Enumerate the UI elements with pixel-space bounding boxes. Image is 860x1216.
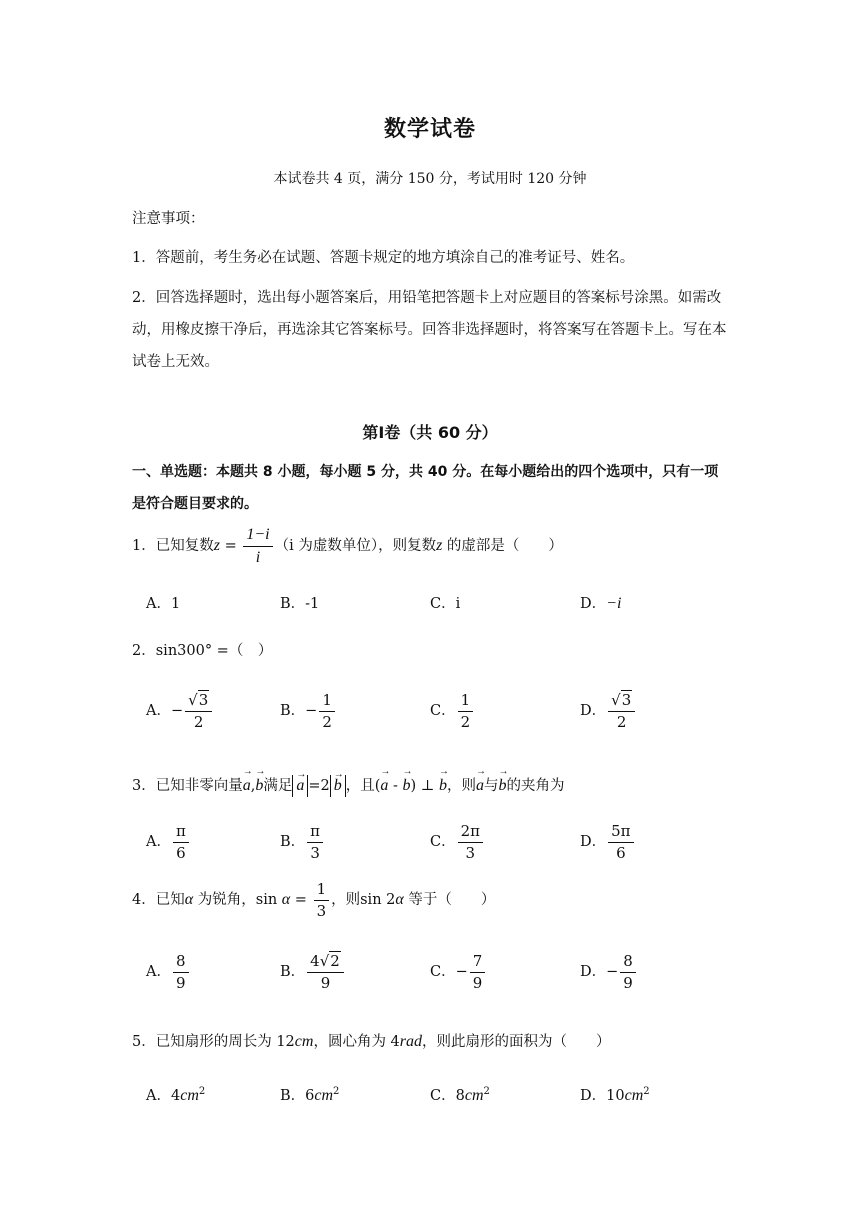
q4-option-b: B． $\frac{4√2}{9}$ [280, 953, 346, 991]
question-3: 3．已知非零向量→ a,→ b满足→ a =2→ b ，且(→ a - → b) ⊥ → b，则→ a与→ b的夹角为 [132, 774, 565, 797]
fraction: $\frac{1}{2}$ [319, 692, 335, 730]
question-5: 5．已知扇形的周长为 12cm，圆心角为 4rad，则此扇形的面积为（ ） [132, 1033, 611, 1050]
fraction: $\frac{4√2}{9}$ [307, 953, 344, 991]
q4-option-d: D．− $\frac{8}{9}$ [580, 953, 638, 991]
q3-option-a: A． $\frac{\pi}{6}$ [146, 823, 191, 861]
fraction: $\frac{1}{3}$ [314, 881, 330, 919]
section-instructions: 一、单选题：本题共 8 小题，每小题 5 分，共 40 分。在每小题给出的四个选项中，只有一项是符合题目要求的。 [132, 464, 719, 512]
q1-option-d: D．−i [580, 595, 622, 612]
q4-option-a: A． $\frac{8}{9}$ [146, 953, 191, 991]
section-title: 第Ⅰ卷（共 60 分） [362, 423, 498, 442]
q3-option-c: C． $\frac{2\pi}{3}$ [430, 823, 485, 861]
q3-option-d: D． $\frac{5\pi}{6}$ [580, 823, 636, 861]
fraction: $\frac{7}{9}$ [470, 953, 486, 991]
q4-option-c: C．− $\frac{7}{9}$ [430, 953, 487, 991]
question-4: 4．已知α 为锐角，sin α = $\frac{1}{3}$ ，则sin 2α 等于（ ） [132, 880, 496, 920]
q5-option-a: A．$4cm^2$ [146, 1086, 206, 1104]
fraction: $\frac{√3}{2}$ [608, 692, 635, 730]
fraction: $\frac{8}{9}$ [620, 953, 636, 991]
q5-option-d: D．$10cm^2$ [580, 1086, 650, 1104]
fraction: $\frac{8}{9}$ [173, 953, 189, 991]
q5-option-c: C．$8cm^2$ [430, 1086, 490, 1104]
fraction: $\frac{\pi}{3}$ [307, 823, 323, 861]
page-title: 数学试卷 [383, 117, 476, 142]
fraction: $\frac{√3}{2}$ [185, 692, 212, 730]
note-item-1: 1．答题前，考生务必在试题、答题卡规定的地方填涂自己的准考证号、姓名。 [132, 250, 635, 266]
fraction: $\frac{1}{2}$ [458, 692, 474, 730]
q2-option-c: C． $\frac{1}{2}$ [430, 692, 475, 730]
question-1: 1．已知复数z = $\frac{1-i}{i}$ （i 为虚数单位），则复数z 的虚部是（ ） [132, 526, 563, 566]
note-item-2: 2．回答选择题时，选出每小题答案后，用铅笔把答题卡上对应题目的答案标号涂黑。如需改动，用橡皮擦干净后，再选涂其它答案标号。回答非选择题时，将答案写在答题卡上。写在本试卷上无效。 [132, 290, 727, 370]
fraction: $\frac{\pi}{6}$ [173, 823, 189, 861]
question-2: 2．sin300° =（ ） [132, 643, 273, 659]
q2-option-b: B．− $\frac{1}{2}$ [280, 692, 337, 730]
q1-option-c: C．i [430, 596, 461, 612]
fraction: $\frac{5\pi}{6}$ [608, 823, 633, 861]
norm: → b [330, 775, 346, 797]
notes-heading: 注意事项： [132, 211, 205, 227]
q2-option-d: D． $\frac{√3}{2}$ [580, 692, 637, 730]
exam-info: 本试卷共 4 页，满分 150 分，考试用时 120 分钟 [273, 171, 587, 187]
q1-option-a: A．1 [146, 596, 181, 612]
norm: → a [292, 775, 308, 797]
q2-option-a: A．− $\frac{√3}{2}$ [146, 692, 214, 730]
q3-option-b: B． $\frac{\pi}{3}$ [280, 823, 325, 861]
q5-option-b: B．$6cm^2$ [280, 1086, 340, 1104]
q1-option-b: B．-1 [280, 596, 320, 612]
fraction: $\frac{1-i}{i}$ [243, 526, 272, 566]
fraction: $\frac{2\pi}{3}$ [458, 823, 483, 861]
